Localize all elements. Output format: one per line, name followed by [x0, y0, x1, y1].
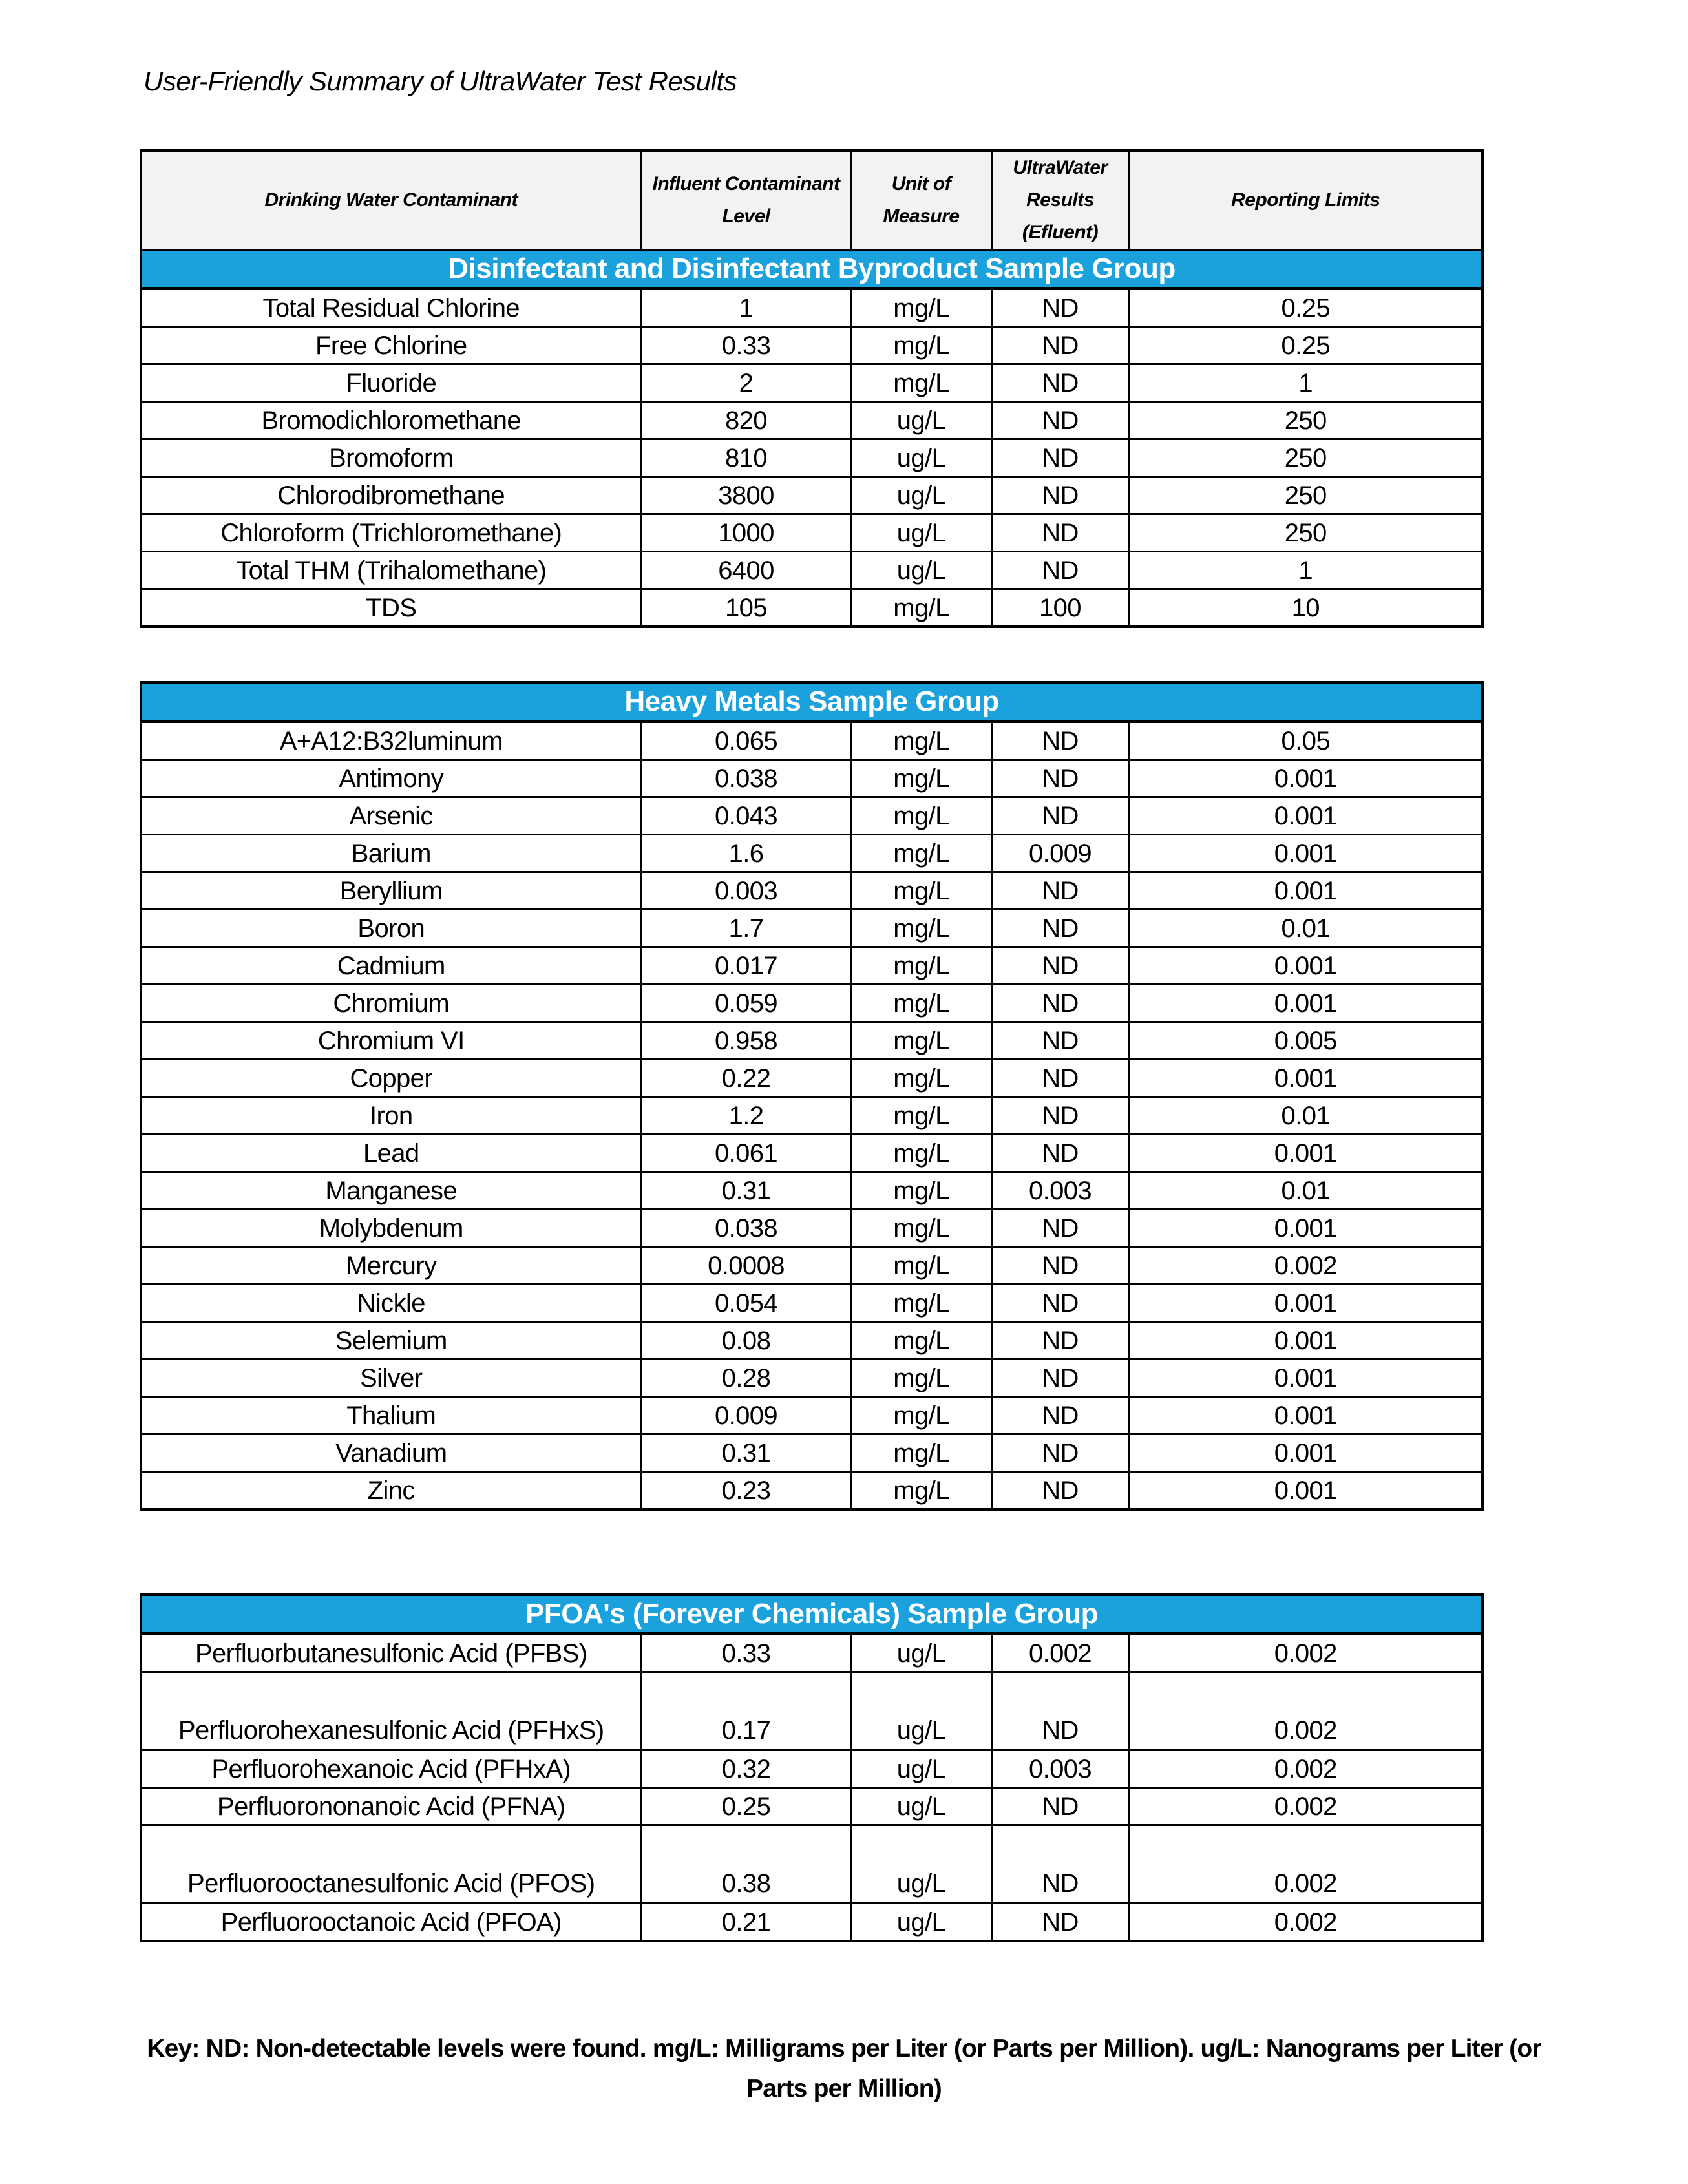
- table-row: [141, 910, 1482, 947]
- reporting-limit-cell: 0.002: [1129, 1672, 1482, 1750]
- ultrawater-result-cell: ND: [991, 1210, 1129, 1247]
- contaminant-name-cell: Bromoform: [141, 439, 641, 477]
- ultrawater-result-cell: ND: [991, 402, 1129, 439]
- unit-of-measure-cell: ug/L: [851, 552, 991, 589]
- reporting-limit-cell: 0.001: [1129, 872, 1482, 910]
- ultrawater-result-cell: ND: [991, 477, 1129, 514]
- unit-of-measure-cell: mg/L: [851, 589, 991, 627]
- contaminant-name-cell: Perfluorooctanoic Acid (PFOA): [141, 1904, 641, 1942]
- influent-level-cell: 820: [641, 402, 851, 439]
- column-header-row: [141, 151, 1482, 250]
- contaminant-name-cell: Chromium VI: [141, 1022, 641, 1060]
- reporting-limit-cell: 0.001: [1129, 1135, 1482, 1172]
- disinfectant-table: [140, 149, 1484, 628]
- table-row: [141, 1360, 1482, 1397]
- influent-level-cell: 0.22: [641, 1060, 851, 1097]
- table-row: [141, 552, 1482, 589]
- contaminant-name-cell: Iron: [141, 1097, 641, 1135]
- ultrawater-result-cell: ND: [991, 1097, 1129, 1135]
- unit-of-measure-cell: mg/L: [851, 1097, 991, 1135]
- table-row: [141, 1397, 1482, 1434]
- unit-of-measure-cell: mg/L: [851, 947, 991, 985]
- contaminant-name-cell: Beryllium: [141, 872, 641, 910]
- ultrawater-result-cell: 100: [991, 589, 1129, 627]
- reporting-limit-cell: 0.001: [1129, 1285, 1482, 1322]
- contaminant-name-cell: Total Residual Chlorine: [141, 289, 641, 327]
- influent-level-cell: 0.17: [641, 1672, 851, 1750]
- table-row: [141, 947, 1482, 985]
- contaminant-name-cell: Free Chlorine: [141, 327, 641, 364]
- column-header-influent: Influent Contaminant Level: [641, 151, 851, 250]
- ultrawater-result-cell: ND: [991, 289, 1129, 327]
- table-row: [141, 439, 1482, 477]
- influent-level-cell: 0.043: [641, 797, 851, 835]
- unit-of-measure-cell: mg/L: [851, 872, 991, 910]
- ultrawater-result-cell: ND: [991, 1825, 1129, 1904]
- influent-level-cell: 0.25: [641, 1788, 851, 1825]
- unit-of-measure-cell: ug/L: [851, 477, 991, 514]
- influent-level-cell: 0.0008: [641, 1247, 851, 1285]
- contaminant-name-cell: Perfluorooctanesulfonic Acid (PFOS): [141, 1825, 641, 1904]
- contaminant-name-cell: Thalium: [141, 1397, 641, 1434]
- column-header-limits: Reporting Limits: [1129, 151, 1482, 250]
- group-title: Heavy Metals Sample Group: [141, 682, 1482, 722]
- reporting-limit-cell: 0.001: [1129, 1210, 1482, 1247]
- table-row: [141, 289, 1482, 327]
- influent-level-cell: 0.065: [641, 722, 851, 760]
- group-title: Disinfectant and Disinfectant Byproduct Sample Group: [141, 250, 1482, 289]
- ultrawater-result-cell: ND: [991, 1788, 1129, 1825]
- ultrawater-result-cell: 0.009: [991, 835, 1129, 872]
- table-row: [141, 1434, 1482, 1472]
- table-row: [141, 1825, 1482, 1904]
- influent-level-cell: 0.23: [641, 1472, 851, 1510]
- table-row: [141, 402, 1482, 439]
- reporting-limit-cell: 250: [1129, 439, 1482, 477]
- reporting-limit-cell: 0.001: [1129, 760, 1482, 797]
- influent-level-cell: 0.009: [641, 1397, 851, 1434]
- unit-of-measure-cell: ug/L: [851, 1750, 991, 1788]
- influent-level-cell: 0.017: [641, 947, 851, 985]
- contaminant-name-cell: Mercury: [141, 1247, 641, 1285]
- contaminant-name-cell: Vanadium: [141, 1434, 641, 1472]
- heavy-metals-table: [140, 681, 1484, 1511]
- ultrawater-result-cell: ND: [991, 947, 1129, 985]
- unit-of-measure-cell: ug/L: [851, 439, 991, 477]
- reporting-limit-cell: 0.002: [1129, 1247, 1482, 1285]
- contaminant-name-cell: Total THM (Trihalomethane): [141, 552, 641, 589]
- reporting-limit-cell: 0.001: [1129, 1322, 1482, 1360]
- influent-level-cell: 0.003: [641, 872, 851, 910]
- reporting-limit-cell: 0.25: [1129, 327, 1482, 364]
- unit-of-measure-cell: mg/L: [851, 327, 991, 364]
- influent-level-cell: 1: [641, 289, 851, 327]
- ultrawater-result-cell: ND: [991, 985, 1129, 1022]
- unit-of-measure-cell: mg/L: [851, 1172, 991, 1210]
- reporting-limit-cell: 0.001: [1129, 985, 1482, 1022]
- group-band: [141, 1595, 1482, 1634]
- influent-level-cell: 1000: [641, 514, 851, 552]
- ultrawater-result-cell: ND: [991, 1060, 1129, 1097]
- influent-level-cell: 3800: [641, 477, 851, 514]
- contaminant-name-cell: Boron: [141, 910, 641, 947]
- document-title: User-Friendly Summary of UltraWater Test Results: [143, 66, 737, 96]
- contaminant-name-cell: Perfluorohexanoic Acid (PFHxA): [141, 1750, 641, 1788]
- ultrawater-result-cell: ND: [991, 1360, 1129, 1397]
- table-row: [141, 1210, 1482, 1247]
- unit-of-measure-cell: mg/L: [851, 985, 991, 1022]
- unit-of-measure-cell: ug/L: [851, 402, 991, 439]
- table-row: [141, 1634, 1482, 1672]
- legend-key: Key: ND: Non-detectable levels were found. mg/L: Milligrams per Liter (or Parts per Million). ug/L: Nanograms per Liter (or Parts per Million): [147, 2035, 1541, 2103]
- influent-level-cell: 0.958: [641, 1022, 851, 1060]
- influent-level-cell: 0.31: [641, 1172, 851, 1210]
- contaminant-name-cell: Bromodichloromethane: [141, 402, 641, 439]
- ultrawater-result-cell: 0.003: [991, 1172, 1129, 1210]
- influent-level-cell: 0.054: [641, 1285, 851, 1322]
- unit-of-measure-cell: mg/L: [851, 1022, 991, 1060]
- unit-of-measure-cell: mg/L: [851, 1472, 991, 1510]
- group-band: [141, 250, 1482, 289]
- table-row: [141, 1022, 1482, 1060]
- column-header-contaminant: Drinking Water Contaminant: [141, 151, 641, 250]
- ultrawater-result-cell: ND: [991, 1472, 1129, 1510]
- column-header-unit: Unit of Measure: [851, 151, 991, 250]
- table-row: [141, 1060, 1482, 1097]
- ultrawater-result-cell: ND: [991, 722, 1129, 760]
- unit-of-measure-cell: mg/L: [851, 1360, 991, 1397]
- unit-of-measure-cell: mg/L: [851, 1210, 991, 1247]
- influent-level-cell: 0.28: [641, 1360, 851, 1397]
- reporting-limit-cell: 0.001: [1129, 835, 1482, 872]
- ultrawater-result-cell: ND: [991, 1135, 1129, 1172]
- ultrawater-result-cell: ND: [991, 439, 1129, 477]
- contaminant-name-cell: Antimony: [141, 760, 641, 797]
- contaminant-name-cell: TDS: [141, 589, 641, 627]
- ultrawater-result-cell: ND: [991, 514, 1129, 552]
- contaminant-name-cell: Zinc: [141, 1472, 641, 1510]
- contaminant-name-cell: Molybdenum: [141, 1210, 641, 1247]
- reporting-limit-cell: 0.001: [1129, 797, 1482, 835]
- contaminant-name-cell: Lead: [141, 1135, 641, 1172]
- ultrawater-result-cell: ND: [991, 327, 1129, 364]
- ultrawater-result-cell: 0.003: [991, 1750, 1129, 1788]
- contaminant-name-cell: Copper: [141, 1060, 641, 1097]
- table-row: [141, 1472, 1482, 1510]
- reporting-limit-cell: 0.005: [1129, 1022, 1482, 1060]
- table-row: [141, 835, 1482, 872]
- influent-level-cell: 0.038: [641, 1210, 851, 1247]
- influent-level-cell: 0.32: [641, 1750, 851, 1788]
- ultrawater-result-cell: ND: [991, 760, 1129, 797]
- contaminant-name-cell: Chloroform (Trichloromethane): [141, 514, 641, 552]
- table-row: [141, 364, 1482, 402]
- table-row: [141, 760, 1482, 797]
- unit-of-measure-cell: mg/L: [851, 910, 991, 947]
- column-header-results: UltraWater Results (Efluent): [991, 151, 1129, 250]
- ultrawater-result-cell: ND: [991, 1022, 1129, 1060]
- table-row: [141, 1788, 1482, 1825]
- reporting-limit-cell: 0.01: [1129, 1097, 1482, 1135]
- reporting-limit-cell: 0.05: [1129, 722, 1482, 760]
- ultrawater-result-cell: ND: [991, 1285, 1129, 1322]
- influent-level-cell: 0.31: [641, 1434, 851, 1472]
- table-row: [141, 1247, 1482, 1285]
- reporting-limit-cell: 0.001: [1129, 1397, 1482, 1434]
- table-row: [141, 1904, 1482, 1942]
- reporting-limit-cell: 0.25: [1129, 289, 1482, 327]
- ultrawater-result-cell: ND: [991, 910, 1129, 947]
- unit-of-measure-cell: ug/L: [851, 1825, 991, 1904]
- unit-of-measure-cell: mg/L: [851, 1060, 991, 1097]
- table-row: [141, 1750, 1482, 1788]
- influent-level-cell: 0.38: [641, 1825, 851, 1904]
- table-row: [141, 797, 1482, 835]
- unit-of-measure-cell: mg/L: [851, 722, 991, 760]
- reporting-limit-cell: 250: [1129, 477, 1482, 514]
- table-row: [141, 589, 1482, 627]
- group-title: PFOA's (Forever Chemicals) Sample Group: [141, 1595, 1482, 1634]
- ultrawater-result-cell: ND: [991, 1397, 1129, 1434]
- ultrawater-result-cell: ND: [991, 1434, 1129, 1472]
- table-row: [141, 1285, 1482, 1322]
- group-band: [141, 682, 1482, 722]
- influent-level-cell: 0.21: [641, 1904, 851, 1942]
- reporting-limit-cell: 0.001: [1129, 947, 1482, 985]
- table-row: [141, 872, 1482, 910]
- table-row: [141, 1097, 1482, 1135]
- ultrawater-result-cell: ND: [991, 1904, 1129, 1942]
- ultrawater-result-cell: ND: [991, 1322, 1129, 1360]
- ultrawater-result-cell: ND: [991, 364, 1129, 402]
- influent-level-cell: 0.059: [641, 985, 851, 1022]
- unit-of-measure-cell: mg/L: [851, 1322, 991, 1360]
- contaminant-name-cell: A+A12:B32luminum: [141, 722, 641, 760]
- contaminant-name-cell: Perfluorononanoic Acid (PFNA): [141, 1788, 641, 1825]
- unit-of-measure-cell: mg/L: [851, 1434, 991, 1472]
- influent-level-cell: 0.061: [641, 1135, 851, 1172]
- unit-of-measure-cell: mg/L: [851, 1135, 991, 1172]
- table-row: [141, 327, 1482, 364]
- ultrawater-result-cell: ND: [991, 1672, 1129, 1750]
- influent-level-cell: 810: [641, 439, 851, 477]
- reporting-limit-cell: 1: [1129, 364, 1482, 402]
- table-row: [141, 1135, 1482, 1172]
- table-row: [141, 722, 1482, 760]
- influent-level-cell: 2: [641, 364, 851, 402]
- unit-of-measure-cell: mg/L: [851, 1397, 991, 1434]
- reporting-limit-cell: 10: [1129, 589, 1482, 627]
- reporting-limit-cell: 0.001: [1129, 1434, 1482, 1472]
- table-row: [141, 477, 1482, 514]
- unit-of-measure-cell: mg/L: [851, 1285, 991, 1322]
- reporting-limit-cell: 0.002: [1129, 1634, 1482, 1672]
- influent-level-cell: 1.7: [641, 910, 851, 947]
- unit-of-measure-cell: ug/L: [851, 1788, 991, 1825]
- unit-of-measure-cell: mg/L: [851, 760, 991, 797]
- reporting-limit-cell: 0.001: [1129, 1472, 1482, 1510]
- influent-level-cell: 105: [641, 589, 851, 627]
- table-row: [141, 1322, 1482, 1360]
- contaminant-name-cell: Perfluorohexanesulfonic Acid (PFHxS): [141, 1672, 641, 1750]
- contaminant-name-cell: Chlorodibromethane: [141, 477, 641, 514]
- ultrawater-result-cell: ND: [991, 872, 1129, 910]
- ultrawater-result-cell: ND: [991, 797, 1129, 835]
- influent-level-cell: 6400: [641, 552, 851, 589]
- unit-of-measure-cell: mg/L: [851, 1247, 991, 1285]
- unit-of-measure-cell: ug/L: [851, 1672, 991, 1750]
- reporting-limit-cell: 250: [1129, 402, 1482, 439]
- unit-of-measure-cell: ug/L: [851, 1904, 991, 1942]
- unit-of-measure-cell: mg/L: [851, 289, 991, 327]
- contaminant-name-cell: Selemium: [141, 1322, 641, 1360]
- unit-of-measure-cell: mg/L: [851, 797, 991, 835]
- contaminant-name-cell: Arsenic: [141, 797, 641, 835]
- contaminant-name-cell: Nickle: [141, 1285, 641, 1322]
- reporting-limit-cell: 0.01: [1129, 910, 1482, 947]
- unit-of-measure-cell: ug/L: [851, 1634, 991, 1672]
- reporting-limit-cell: 0.001: [1129, 1060, 1482, 1097]
- reporting-limit-cell: 0.002: [1129, 1825, 1482, 1904]
- reporting-limit-cell: 0.002: [1129, 1750, 1482, 1788]
- contaminant-name-cell: Silver: [141, 1360, 641, 1397]
- reporting-limit-cell: 0.002: [1129, 1788, 1482, 1825]
- ultrawater-result-cell: ND: [991, 1247, 1129, 1285]
- reporting-limit-cell: 0.001: [1129, 1360, 1482, 1397]
- contaminant-name-cell: Manganese: [141, 1172, 641, 1210]
- unit-of-measure-cell: mg/L: [851, 835, 991, 872]
- reporting-limit-cell: 0.002: [1129, 1904, 1482, 1942]
- contaminant-name-cell: Perfluorbutanesulfonic Acid (PFBS): [141, 1634, 641, 1672]
- reporting-limit-cell: 0.01: [1129, 1172, 1482, 1210]
- influent-level-cell: 1.2: [641, 1097, 851, 1135]
- contaminant-name-cell: Fluoride: [141, 364, 641, 402]
- unit-of-measure-cell: mg/L: [851, 364, 991, 402]
- pfoa-table: [140, 1593, 1484, 1942]
- influent-level-cell: 0.038: [641, 760, 851, 797]
- ultrawater-result-cell: ND: [991, 552, 1129, 589]
- contaminant-name-cell: Cadmium: [141, 947, 641, 985]
- table-row: [141, 1172, 1482, 1210]
- reporting-limit-cell: 250: [1129, 514, 1482, 552]
- ultrawater-result-cell: 0.002: [991, 1634, 1129, 1672]
- unit-of-measure-cell: ug/L: [851, 514, 991, 552]
- influent-level-cell: 0.33: [641, 1634, 851, 1672]
- table-row: [141, 514, 1482, 552]
- reporting-limit-cell: 1: [1129, 552, 1482, 589]
- influent-level-cell: 0.33: [641, 327, 851, 364]
- contaminant-name-cell: Chromium: [141, 985, 641, 1022]
- table-row: [141, 985, 1482, 1022]
- influent-level-cell: 1.6: [641, 835, 851, 872]
- influent-level-cell: 0.08: [641, 1322, 851, 1360]
- contaminant-name-cell: Barium: [141, 835, 641, 872]
- table-row: [141, 1672, 1482, 1750]
